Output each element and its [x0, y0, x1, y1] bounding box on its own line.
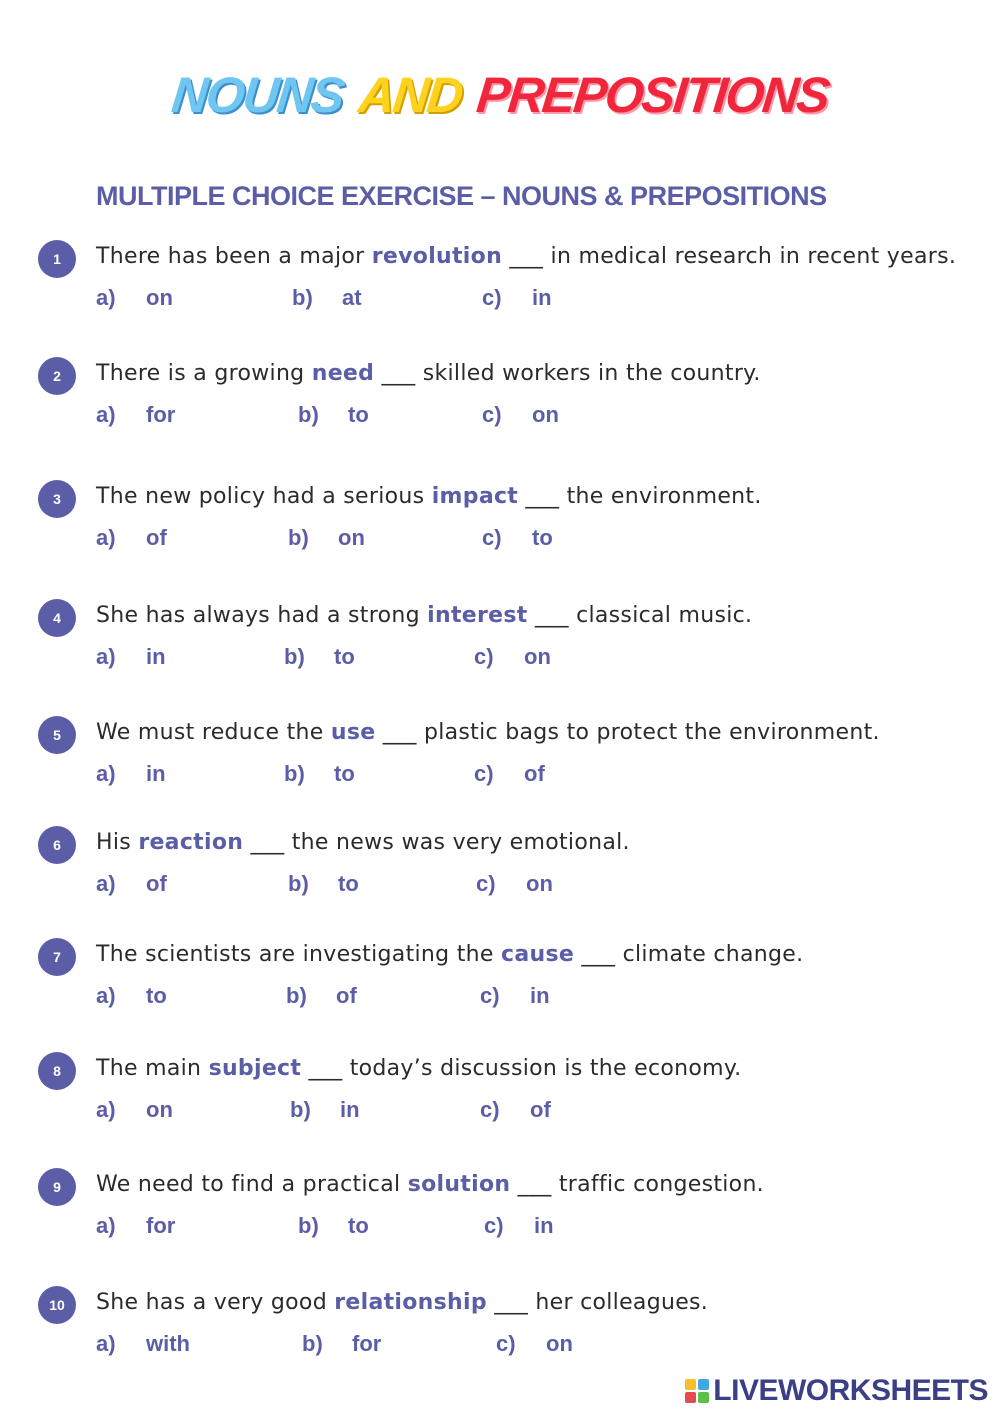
highlighted-noun: revolution [371, 244, 503, 269]
option-a[interactable] [96, 871, 167, 897]
answer-blank[interactable]: ___ [509, 244, 544, 269]
option-value: on [146, 1097, 173, 1122]
option-label: b) [298, 1213, 319, 1238]
title-word-prepositions: PREPOSITIONS [473, 67, 831, 123]
option-a[interactable] [96, 1213, 175, 1239]
question-text-before: His [96, 830, 139, 855]
option-label: a) [96, 644, 116, 669]
question-number-badge: 6 [38, 826, 76, 864]
question-text [96, 830, 630, 855]
question-text [96, 1172, 764, 1197]
option-label: c) [482, 525, 502, 550]
option-label: a) [96, 983, 116, 1008]
question-number-badge: 8 [38, 1052, 76, 1090]
option-label: c) [482, 402, 502, 427]
option-c[interactable] [474, 761, 545, 787]
option-c[interactable] [496, 1331, 573, 1357]
question-text-after: classical music. [568, 603, 753, 628]
question-number-badge: 5 [38, 716, 76, 754]
question-text [96, 361, 761, 386]
option-a[interactable] [96, 644, 166, 670]
option-a[interactable] [96, 525, 167, 551]
highlighted-noun: need [311, 361, 375, 386]
question-text [96, 1056, 741, 1081]
question-number-badge: 9 [38, 1168, 76, 1206]
question-text-after: the news was very emotional. [284, 830, 630, 855]
option-label: b) [298, 402, 319, 427]
option-b[interactable] [284, 644, 355, 670]
answer-blank[interactable]: ___ [581, 942, 616, 967]
question-4 [38, 599, 968, 689]
option-label: a) [96, 525, 116, 550]
option-c[interactable] [484, 1213, 554, 1239]
option-value: in [530, 983, 550, 1008]
option-c[interactable] [482, 285, 552, 311]
worksheet-title [0, 67, 1000, 123]
question-text-before: There is a growing [96, 361, 312, 386]
option-label: c) [474, 644, 494, 669]
question-5 [38, 716, 968, 806]
option-label: b) [290, 1097, 311, 1122]
option-value: for [352, 1331, 382, 1356]
exercise-subtitle: MULTIPLE CHOICE EXERCISE – NOUNS & PREPOSITIONS [96, 181, 827, 211]
option-label: c) [482, 285, 502, 310]
question-10 [38, 1286, 968, 1376]
question-text [96, 720, 880, 745]
highlighted-noun: use [330, 720, 376, 745]
option-label: c) [480, 1097, 500, 1122]
option-c[interactable] [480, 983, 550, 1009]
answer-blank[interactable]: ___ [534, 603, 569, 628]
answer-blank[interactable]: ___ [525, 484, 560, 509]
option-value: to [348, 402, 369, 427]
question-text-before: She has a very good [96, 1290, 335, 1315]
option-label: c) [484, 1213, 504, 1238]
question-text-after: plastic bags to protect the environment. [416, 720, 880, 745]
option-c[interactable] [476, 871, 553, 897]
question-number-badge: 4 [38, 599, 76, 637]
highlighted-noun: interest [427, 603, 528, 628]
logo-square-4 [698, 1392, 709, 1403]
answer-blank[interactable]: ___ [381, 361, 416, 386]
question-number-badge: 1 [38, 240, 76, 278]
option-value: in [534, 1213, 554, 1238]
option-value: of [524, 761, 545, 786]
highlighted-noun: impact [431, 484, 519, 509]
option-a[interactable] [96, 761, 166, 787]
option-b[interactable] [302, 1331, 381, 1357]
question-9 [38, 1168, 968, 1258]
answer-blank[interactable]: ___ [382, 720, 417, 745]
option-a[interactable] [96, 402, 175, 428]
question-number-badge: 2 [38, 357, 76, 395]
question-text-after: skilled workers in the country. [415, 361, 761, 386]
question-text-before: The main [96, 1056, 209, 1081]
question-text-before: She has always had a strong [96, 603, 428, 628]
question-text-after: today’s discussion is the economy. [342, 1056, 742, 1081]
option-label: b) [288, 525, 309, 550]
logo-square-2 [698, 1379, 709, 1390]
option-value: with [146, 1331, 190, 1356]
question-text [96, 244, 956, 269]
question-text [96, 484, 762, 509]
highlighted-noun: reaction [138, 830, 244, 855]
option-b[interactable] [298, 1213, 369, 1239]
option-value: to [146, 983, 167, 1008]
option-b[interactable] [290, 1097, 360, 1123]
question-text [96, 603, 752, 628]
option-label: a) [96, 402, 116, 427]
option-b[interactable] [292, 285, 362, 311]
question-text [96, 942, 803, 967]
question-6 [38, 826, 968, 916]
liveworksheets-logo[interactable] [685, 1374, 988, 1408]
highlighted-noun: cause [501, 942, 575, 967]
logo-square-3 [685, 1392, 696, 1403]
option-label: b) [292, 285, 313, 310]
answer-blank[interactable]: ___ [308, 1056, 343, 1081]
option-value: on [146, 285, 173, 310]
option-label: a) [96, 871, 116, 896]
question-7 [38, 938, 968, 1028]
option-value: to [334, 761, 355, 786]
answer-blank[interactable]: ___ [494, 1290, 529, 1315]
question-text-before: We need to find a practical [96, 1172, 408, 1197]
option-label: a) [96, 761, 116, 786]
highlighted-noun: subject [208, 1056, 302, 1081]
option-label: a) [96, 1097, 116, 1122]
option-c[interactable] [482, 402, 559, 428]
question-text [96, 1290, 708, 1315]
option-b[interactable] [284, 761, 355, 787]
option-value: on [338, 525, 365, 550]
option-value: of [146, 525, 167, 550]
question-text-after: in medical research in recent years. [543, 244, 957, 269]
option-label: c) [496, 1331, 516, 1356]
option-value: in [340, 1097, 360, 1122]
option-c[interactable] [482, 525, 553, 551]
question-text-before: We must reduce the [96, 720, 331, 745]
option-label: c) [474, 761, 494, 786]
option-label: b) [284, 761, 305, 786]
question-text-after: traffic congestion. [551, 1172, 764, 1197]
logo-square-1 [685, 1379, 696, 1390]
option-value: to [338, 871, 359, 896]
option-value: to [334, 644, 355, 669]
title-word-nouns: NOUNS [169, 67, 346, 123]
option-value: on [532, 402, 559, 427]
option-label: a) [96, 1213, 116, 1238]
option-value: on [524, 644, 551, 669]
option-value: of [146, 871, 167, 896]
question-text-after: the environment. [559, 484, 762, 509]
liveworksheets-logo-icon [685, 1379, 709, 1403]
highlighted-noun: solution [407, 1172, 511, 1197]
option-label: b) [302, 1331, 323, 1356]
option-b[interactable] [298, 402, 369, 428]
option-a[interactable] [96, 983, 167, 1009]
option-b[interactable] [288, 525, 365, 551]
question-number-badge: 3 [38, 480, 76, 518]
option-label: a) [96, 285, 116, 310]
option-a[interactable] [96, 1331, 190, 1357]
option-value: of [530, 1097, 551, 1122]
logo-text: LIVEWORKSHEETS [713, 1374, 988, 1407]
option-b[interactable] [286, 983, 357, 1009]
option-value: in [532, 285, 552, 310]
option-value: on [526, 871, 553, 896]
option-label: b) [288, 871, 309, 896]
option-value: in [146, 761, 166, 786]
question-text-before: There has been a major [96, 244, 372, 269]
question-text-before: The scientists are investigating the [96, 942, 502, 967]
option-label: b) [284, 644, 305, 669]
question-text-after: her colleagues. [528, 1290, 709, 1315]
option-value: in [146, 644, 166, 669]
option-label: c) [476, 871, 496, 896]
question-8 [38, 1052, 968, 1142]
option-value: for [146, 1213, 176, 1238]
option-value: to [532, 525, 553, 550]
question-number-badge: 7 [38, 938, 76, 976]
question-1 [38, 240, 968, 330]
title-word-and: AND [355, 67, 464, 123]
option-c[interactable] [480, 1097, 551, 1123]
question-text-before: The new policy had a serious [96, 484, 432, 509]
option-label: b) [286, 983, 307, 1008]
option-label: a) [96, 1331, 116, 1356]
question-3 [38, 480, 968, 570]
question-2 [38, 357, 968, 447]
option-b[interactable] [288, 871, 359, 897]
answer-blank[interactable]: ___ [517, 1172, 552, 1197]
option-value: of [336, 983, 357, 1008]
question-text-after: climate change. [615, 942, 804, 967]
option-value: to [348, 1213, 369, 1238]
highlighted-noun: relationship [334, 1290, 487, 1315]
option-value: for [146, 402, 176, 427]
option-c[interactable] [474, 644, 551, 670]
option-value: at [342, 285, 362, 310]
option-value: on [546, 1331, 573, 1356]
option-a[interactable] [96, 285, 173, 311]
option-a[interactable] [96, 1097, 173, 1123]
option-label: c) [480, 983, 500, 1008]
question-number-badge: 10 [38, 1286, 76, 1324]
answer-blank[interactable]: ___ [250, 830, 285, 855]
